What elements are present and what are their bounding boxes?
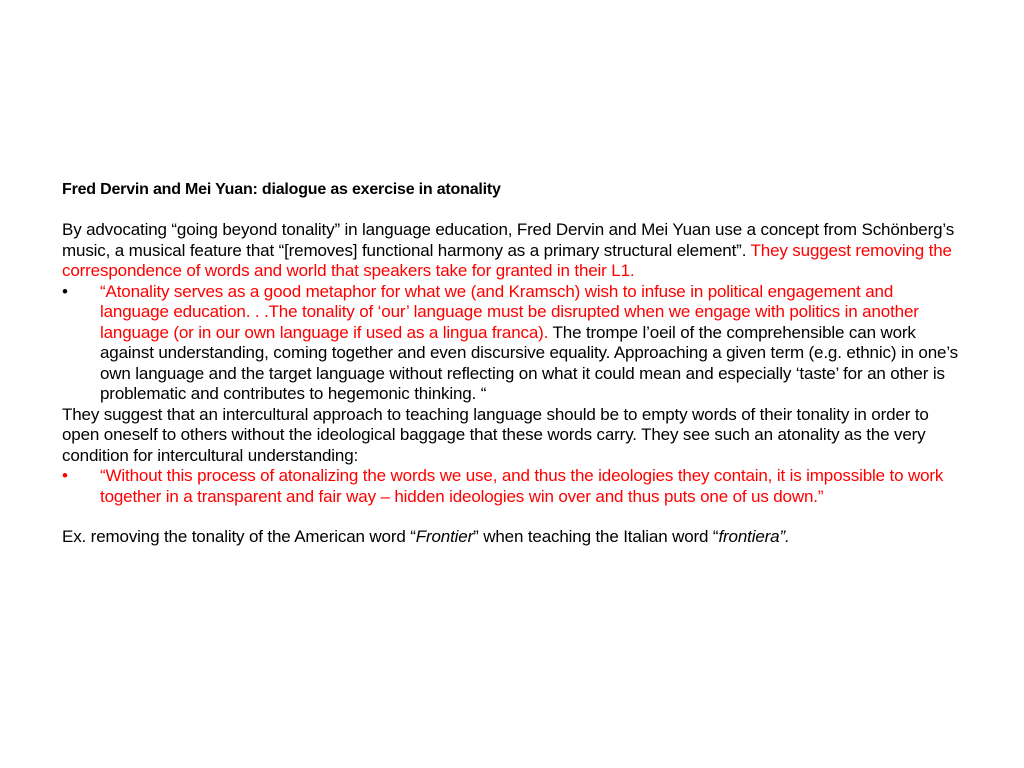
example-paragraph	[62, 527, 962, 548]
intro-text: By advocating “going beyond tonality” in language education, Fred Dervin and Mei Yuan use a concept from Schönberg’s music, a musical feature that “[removes] functional harmony as a primary structural element”.	[62, 220, 955, 260]
example-middle: ” when teaching the Italian word “	[473, 527, 719, 546]
second-paragraph: They suggest that an intercultural approach to teaching language should be to empty words of their tonality in order to open oneself to others without the ideological baggage that these words carry. They see such an atonality as the very condition for intercultural understanding:	[62, 404, 929, 465]
example-prefix: Ex. removing the tonality of the American word “	[62, 527, 416, 546]
slide-content	[62, 180, 962, 548]
bullet-icon: •	[62, 466, 68, 485]
quote-bullet-2	[62, 466, 962, 507]
quote-1-text: The trompe l’oeil of the comprehensible can work against understanding, coming together and even discursive equality. Approaching a given term (e.g. ethnic) in one’s own language and the target language without reflecting on what it could mean and especially ‘taste’ for an other is problematic and contributes to hegemonic thinking. “	[100, 322, 959, 403]
quote-1-highlight: “Atonality serves as a good metaphor for what we (and Kramsch) wish to infuse in political engagement and language education. . .The tonality of ‘our’ language must be disrupted when we engage with politics in another language (or in our own language if used as a lingua franca).	[100, 281, 919, 342]
example-word-frontier: Frontier	[415, 527, 474, 546]
bullet-icon: •	[62, 281, 68, 301]
quote-bullet-1	[62, 282, 962, 405]
slide-title: Fred Dervin and Mei Yuan: dialogue as exercise in atonality	[62, 181, 501, 198]
intro-paragraph	[62, 220, 962, 282]
intro-highlight: They suggest removing the correspondence of words and world that speakers take for granted in their L1.	[62, 240, 952, 280]
example-word-frontiera: frontiera”.	[718, 527, 790, 546]
quote-2-text: “Without this process of atonalizing the words we use, and thus the ideologies they contain, it is impossible to work together in a transparent and fair way – hidden ideologies win over and thus puts one of us down.”	[100, 466, 944, 506]
slide-body	[62, 220, 962, 548]
